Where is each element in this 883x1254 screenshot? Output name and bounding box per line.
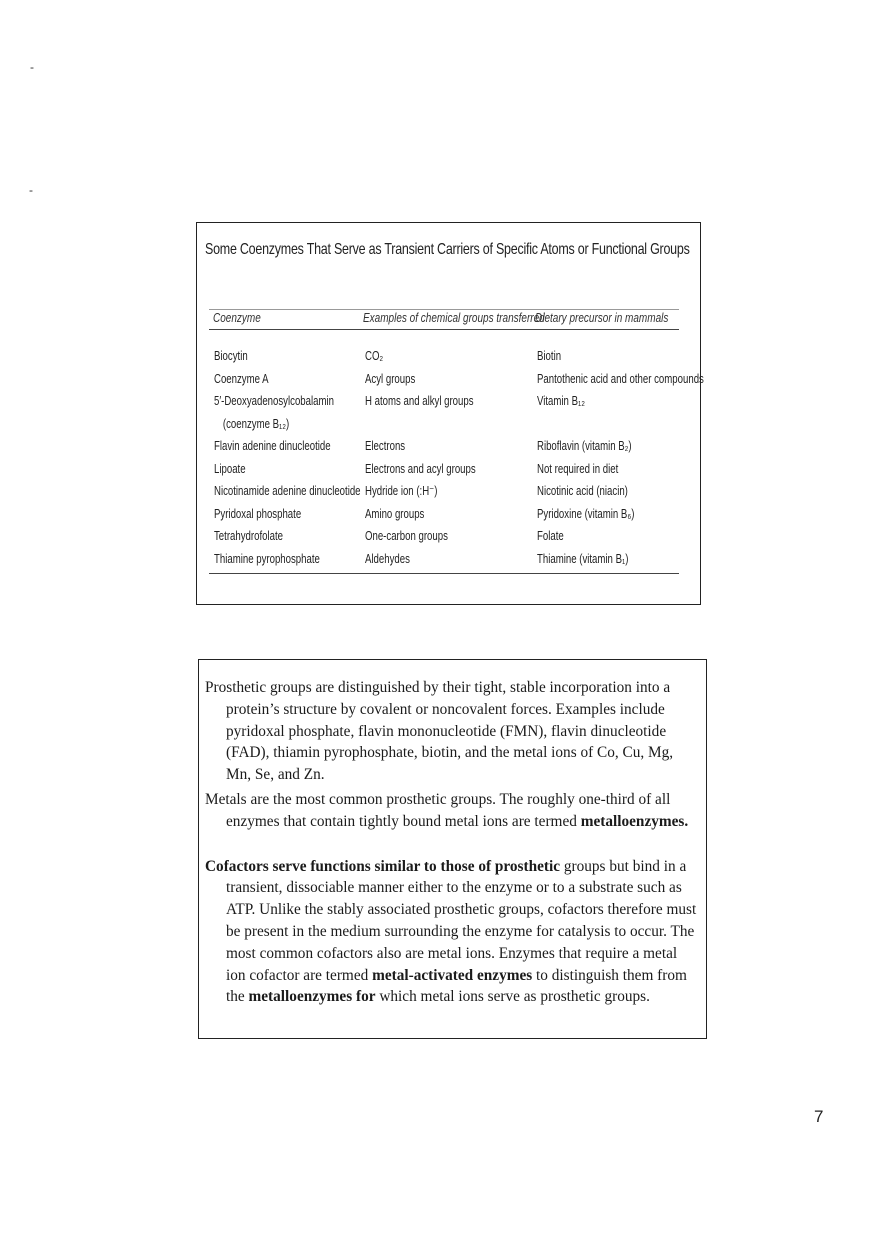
- term-metalloenzymes: metalloenzymes.: [580, 812, 689, 830]
- paragraph-prosthetic-groups: [205, 677, 700, 786]
- precursor-column: [537, 345, 763, 570]
- margin-mark: -: [30, 60, 34, 74]
- paragraph-text: Metals are the most common prosthetic groups. The roughly one-third of all enzymes that contain tightly bound metal ions are termed: [205, 790, 671, 830]
- table-cell: Nicotinic acid (niacin): [537, 483, 628, 498]
- table-cell: Folate: [537, 528, 564, 543]
- table-cell: Electrons: [365, 438, 406, 453]
- table-top-rule: [209, 309, 679, 310]
- column-header-groups: Examples of chemical groups transferred: [363, 311, 545, 325]
- table-cell: (coenzyme B₁₂): [222, 415, 290, 431]
- table-cell: Pyridoxine (vitamin B₆): [537, 505, 635, 521]
- table-cell: Tetrahydrofolate: [214, 528, 283, 543]
- table-title: Some Coenzymes That Serve as Transient Carriers of Specific Atoms or Functional Groups: [205, 241, 690, 258]
- term-metalloenzymes: metalloenzymes for: [248, 988, 376, 1006]
- groups-column: [365, 345, 515, 570]
- table-cell: Aldehydes: [365, 550, 410, 566]
- page-number: 7: [814, 1107, 824, 1126]
- table-cell: [537, 413, 704, 436]
- column-header-coenzyme: Coenzyme: [213, 311, 261, 325]
- explanation-box: [198, 659, 707, 1039]
- term-metal-activated-enzymes: metal-activated enzymes: [372, 966, 533, 984]
- paragraph-text: groups but bind in a transient, dissociable manner either to the enzyme or to a substrate such as ATP. Unlike the stably associated prosthetic groups, cofactors therefore must be present in the medium surrounding the enzyme for catalysis to occur. The most common cofactors also are metal ions. Enzymes that require a metal ion cofactor are termed: [226, 857, 697, 984]
- table-cell: Thiamine (vitamin B₁): [537, 550, 629, 566]
- table-cell: [365, 413, 476, 436]
- table-cell: Nicotinamide adenine dinucleotide: [214, 483, 361, 498]
- table-cell: 5′-Deoxyadenosylcobalamin: [214, 393, 334, 408]
- table-cell: Biotin: [537, 348, 562, 363]
- table-cell: Flavin adenine dinucleotide: [214, 438, 331, 453]
- table-cell: Pyridoxal phosphate: [214, 505, 302, 521]
- table-cell: Acyl groups: [365, 370, 416, 386]
- margin-mark: -: [29, 183, 33, 197]
- paragraph-cofactors: [205, 856, 700, 1009]
- paragraph-text: Prosthetic groups are distinguished by their tight, stable incorporation into a protein’s structure by covalent or noncovalent forces. Examples include pyridoxal phosphate, flavin mononucleotide (FMN), flavin dinucleotide (FAD), thiamin pyrophosphate, biotin, and the metal ions of Co, Cu, Mg, Mn, Se, and Zn.: [205, 679, 674, 784]
- paragraph-metals: [205, 789, 700, 833]
- table-cell: Riboflavin (vitamin B₂): [537, 438, 632, 453]
- table-cell: Vitamin B₁₂: [537, 393, 585, 408]
- table-cell: Pantothenic acid and other compounds: [537, 370, 704, 386]
- table-cell: One-carbon groups: [365, 528, 448, 543]
- table-cell: Amino groups: [365, 505, 425, 521]
- table-cell: H atoms and alkyl groups: [365, 393, 474, 408]
- paragraph-text: which metal ions serve as prosthetic groups.: [375, 988, 650, 1006]
- coenzyme-table: [196, 222, 704, 605]
- paragraph-lead: Cofactors serve functions similar to those of prosthetic: [205, 857, 561, 875]
- table-bottom-rule: [209, 573, 679, 574]
- table-cell: Biocytin: [214, 348, 248, 363]
- table-cell: Coenzyme A: [214, 370, 269, 386]
- table-cell: Lipoate: [214, 460, 246, 476]
- paragraph-text: to distinguish them from the: [226, 966, 687, 1006]
- table-cell: Hydride ion (:H⁻): [365, 483, 438, 498]
- table-cell: Electrons and acyl groups: [365, 460, 476, 476]
- header-rule: [209, 329, 679, 330]
- table-cell: CO₂: [365, 348, 384, 363]
- table-cell: Thiamine pyrophosphate: [214, 550, 320, 566]
- table-cell: Not required in diet: [537, 460, 619, 476]
- column-header-precursor: Dietary precursor in mammals: [535, 311, 669, 325]
